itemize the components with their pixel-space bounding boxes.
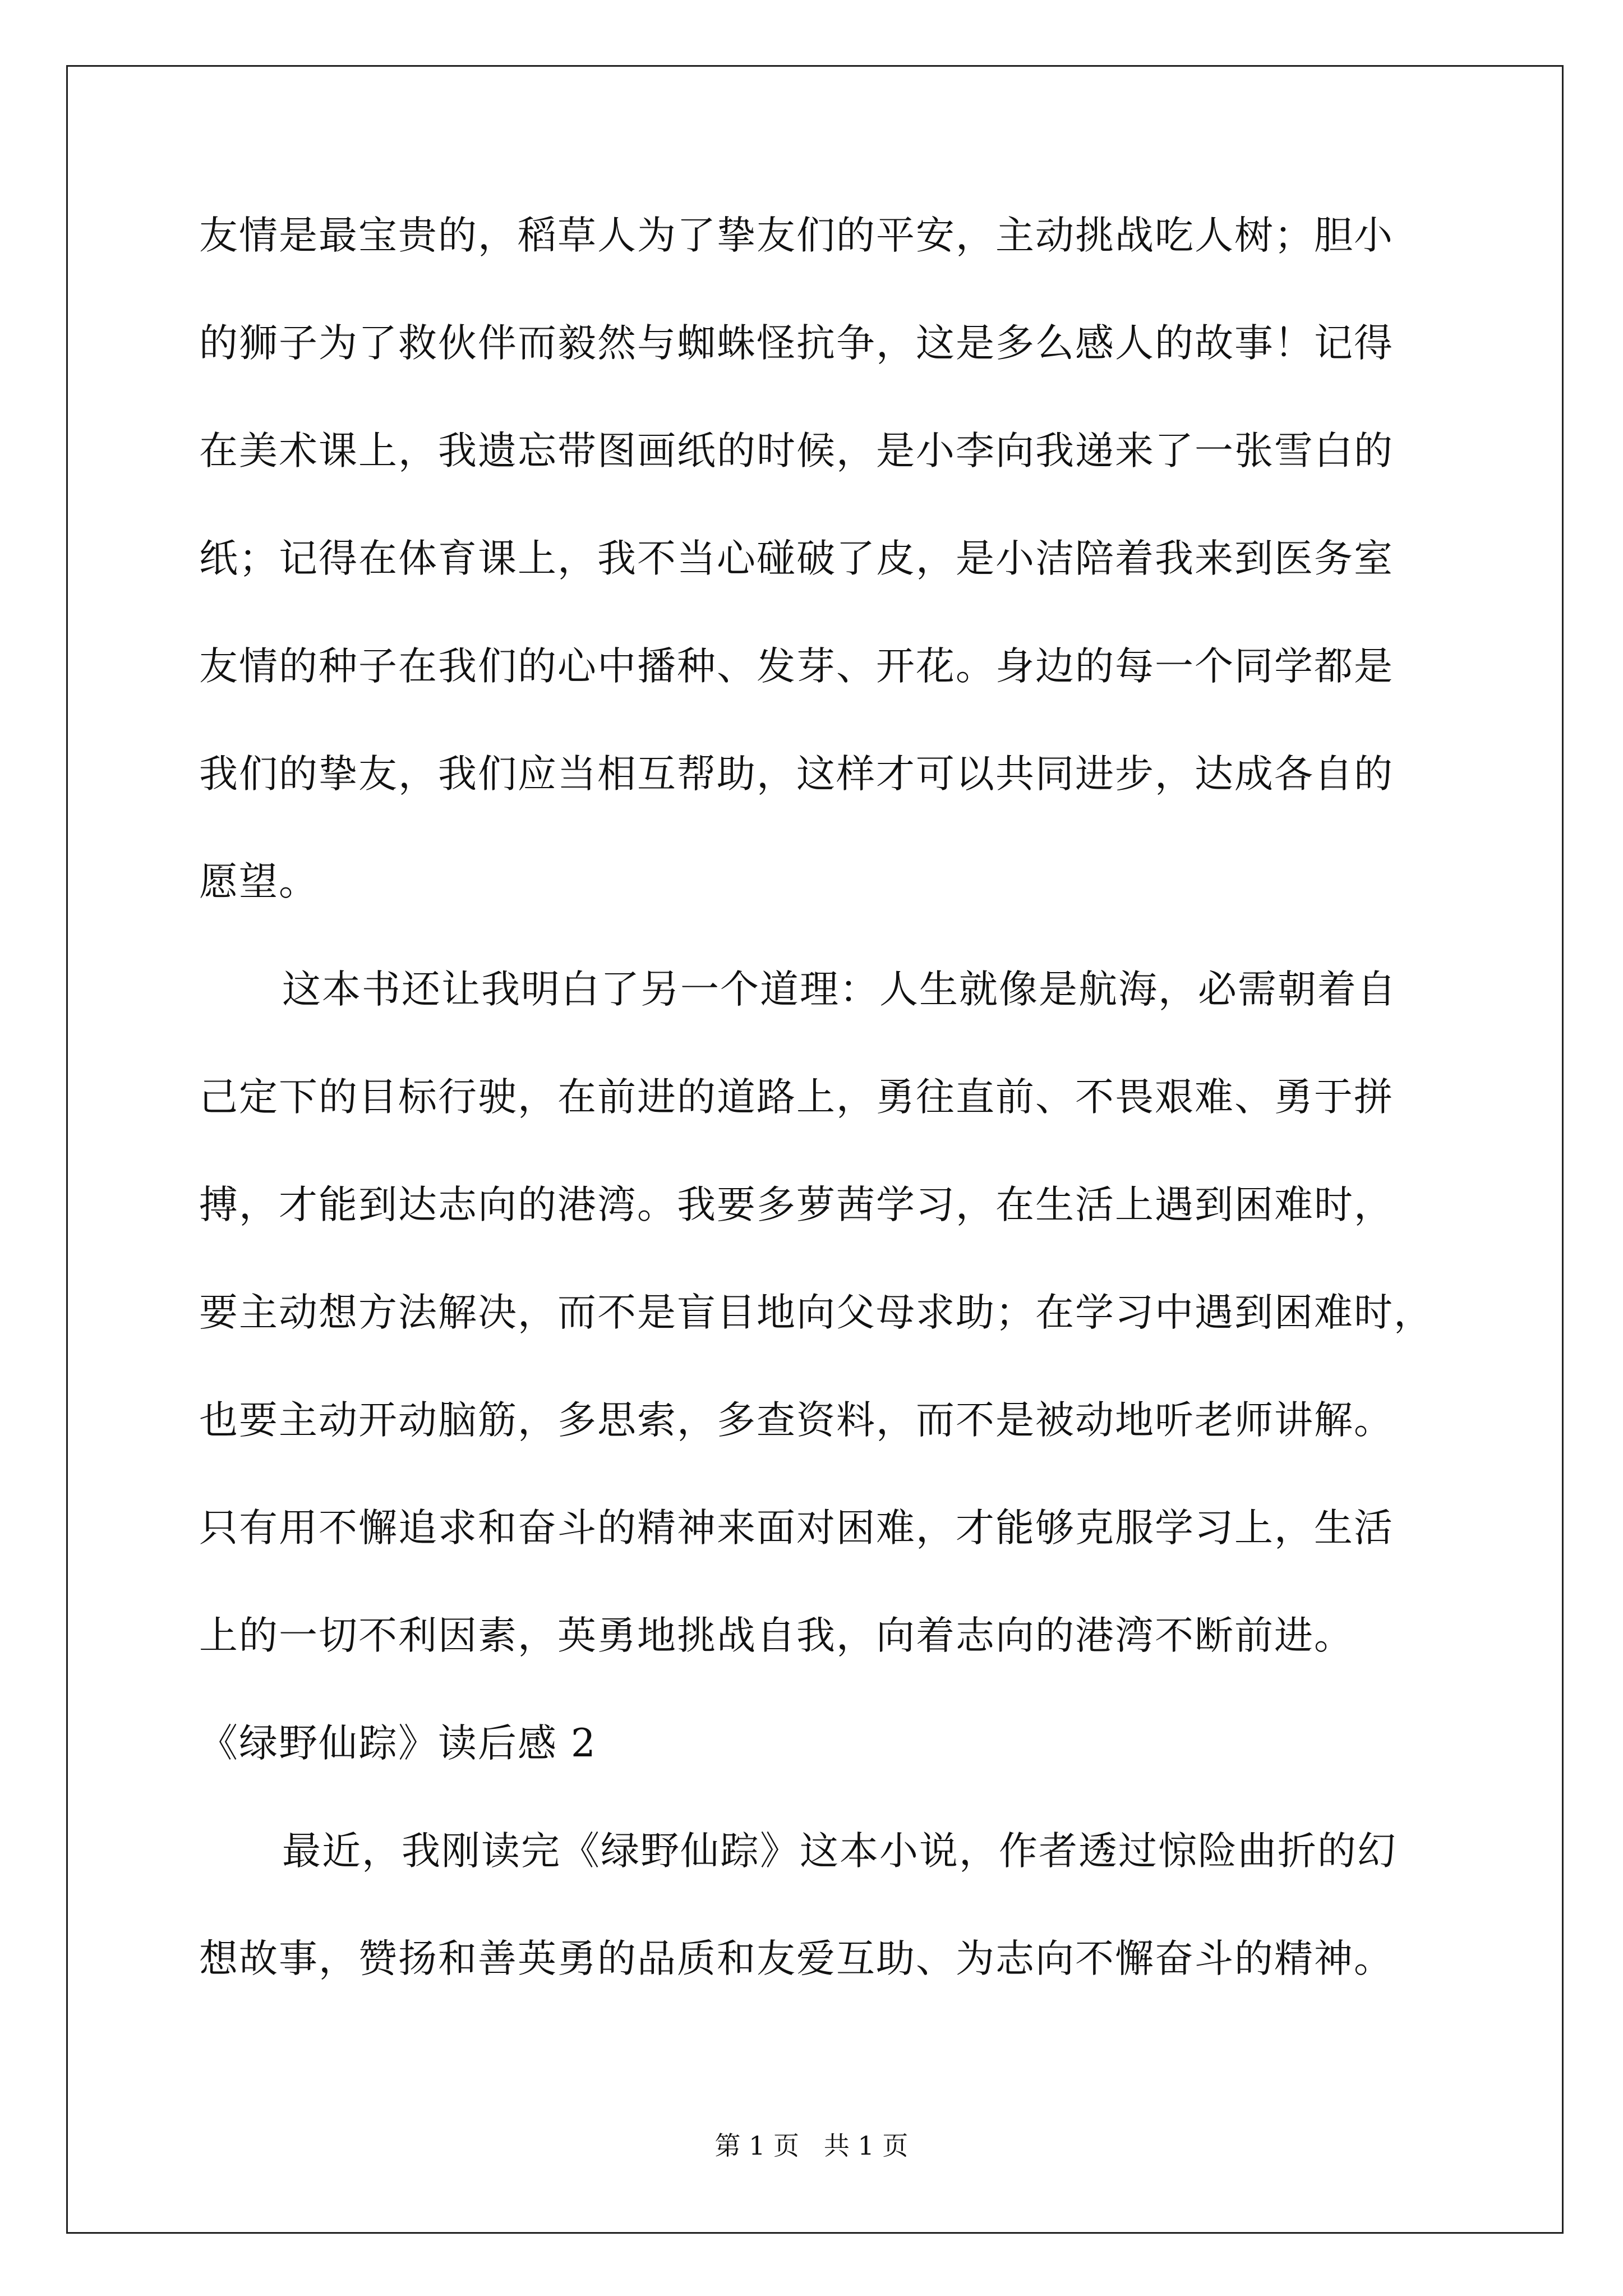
text-line: 愿望。: [199, 859, 319, 904]
text-line: 搏，才能到达志向的港湾。我要多萝茜学习，在生活上遇到困难时，: [199, 1182, 1394, 1227]
text-line: 纸；记得在体育课上，我不当心碰破了皮，是小洁陪着我来到医务室: [199, 536, 1394, 581]
text-line: 想故事，赞扬和善英勇的品质和友爱互助、为志向不懈奋斗的精神。: [199, 1936, 1394, 1981]
paragraph-start-line: 最近，我刚读完《绿野仙踪》这本小说，作者透过惊险曲折的幻: [282, 1829, 1397, 1874]
text-line: 也要主动开动脑筋，多思索，多查资料，而不是被动地听老师讲解。: [199, 1398, 1394, 1443]
text-line: 友情是最宝贵的，稻草人为了挚友们的平安，主动挑战吃人树；胆小: [199, 213, 1394, 258]
text-line: 只有用不懈追求和奋斗的精神来面对困难，才能够克服学习上，生活: [199, 1506, 1394, 1550]
page-number-footer: 第 1 页 共 1 页: [714, 2131, 909, 2161]
text-line: 己定下的目标行驶，在前进的道路上，勇往直前、不畏艰难、勇于拼: [199, 1075, 1394, 1120]
text-line: 在美术课上，我遗忘带图画纸的时候，是小李向我递来了一张雪白的: [199, 429, 1394, 473]
text-line: 的狮子为了救伙伴而毅然与蜘蛛怪抗争，这是多么感人的故事！记得: [199, 321, 1394, 366]
document-body: [199, 205, 1436, 2036]
text-line: 上的一切不利因素，英勇地挑战自我，向着志向的港湾不断前进。: [199, 1613, 1354, 1658]
text-line: 要主动想方法解决，而不是盲目地向父母求助；在学习中遇到困难时，: [199, 1290, 1433, 1335]
section-heading: 《绿野仙踪》读后感 2: [199, 1721, 597, 1766]
paragraph-start-line: 这本书还让我明白了另一个道理：人生就像是航海，必需朝着自: [282, 967, 1397, 1012]
text-line: 我们的挚友，我们应当相互帮助，这样才可以共同进步，达成各自的: [199, 752, 1394, 797]
text-line: 友情的种子在我们的心中播种、发芽、开花。身边的每一个同学都是: [199, 644, 1394, 689]
